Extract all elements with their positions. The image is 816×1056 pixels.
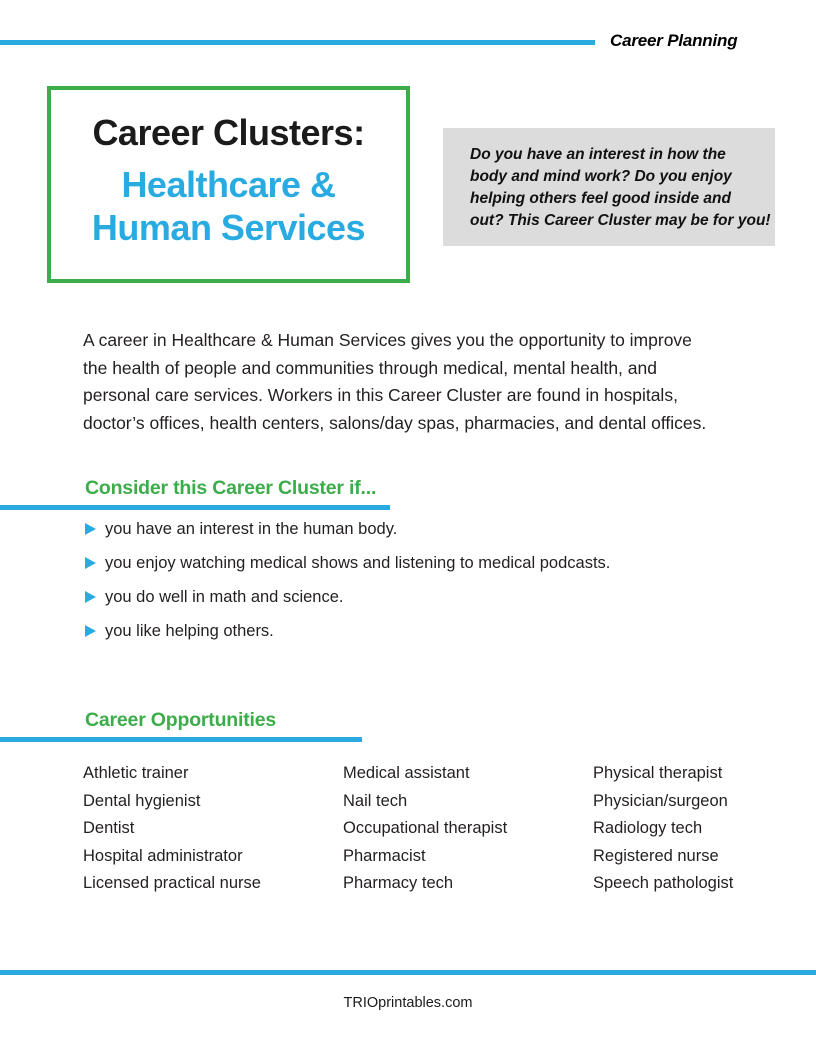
paragraph-line: A career in Healthcare & Human Services gives you the opportunity to improve: [83, 330, 692, 350]
bullet-item: [85, 620, 610, 642]
opportunities-underline: [0, 737, 362, 742]
consider-section-heading: Consider this Career Cluster if...: [85, 477, 377, 499]
career-item: Dental hygienist: [83, 791, 201, 810]
intro-callout-line: Do you have an interest in how the: [470, 146, 726, 163]
header-rule: [0, 40, 595, 45]
bullet-item: [85, 586, 610, 608]
intro-callout-line: out? This Career Cluster may be for you!: [470, 212, 771, 229]
bullet-text: you like helping others.: [105, 621, 274, 640]
consider-underline: [0, 505, 390, 510]
bullet-item: [85, 518, 610, 540]
career-item: Nail tech: [343, 791, 408, 810]
paragraph-line: doctor’s offices, health centers, salons/day spas, pharmacies, and dental offices.: [83, 412, 707, 433]
career-item: Dentist: [83, 819, 135, 837]
intro-callout-line: body and mind work? Do you enjoy: [470, 168, 732, 185]
footer-rule: [0, 970, 816, 975]
intro-paragraph: [83, 327, 706, 437]
bullet-text: you have an interest in the human body.: [105, 519, 398, 538]
career-item: Pharmacy tech: [343, 874, 454, 892]
header-label: Career Planning: [610, 31, 738, 50]
bullet-arrow-icon: [85, 523, 96, 535]
career-item: Pharmacist: [343, 846, 426, 865]
title-line-healthcare: Healthcare &: [121, 164, 336, 205]
footer-site-text: TRIOprintables.com: [343, 995, 473, 1011]
career-item: Occupational therapist: [343, 819, 508, 837]
consider-bullet-list: [85, 518, 610, 654]
bullet-arrow-icon: [85, 625, 96, 637]
career-item: Physical therapist: [593, 764, 723, 782]
opportunities-section-heading: Career Opportunities: [85, 709, 277, 731]
career-column-3: [593, 760, 733, 898]
bullet-text: you enjoy watching medical shows and listening to medical podcasts.: [105, 553, 611, 572]
intro-callout-line: helping others feel good inside and: [470, 190, 731, 207]
career-column-2: [343, 760, 593, 898]
career-item: Registered nurse: [593, 846, 719, 865]
career-columns: [83, 760, 733, 898]
title-box: [47, 86, 410, 283]
career-item: Hospital administrator: [83, 846, 243, 865]
title-line-human-services: Human Services: [91, 207, 366, 248]
career-item: Licensed practical nurse: [83, 874, 261, 892]
career-item: Medical assistant: [343, 764, 470, 782]
career-item: Radiology tech: [593, 819, 703, 837]
career-item: Physician/surgeon: [593, 791, 728, 810]
bullet-arrow-icon: [85, 557, 96, 569]
career-column-1: [83, 760, 343, 898]
bullet-arrow-icon: [85, 591, 96, 603]
paragraph-line: personal care services. Workers in this Career Cluster are found in hospitals,: [83, 385, 678, 405]
intro-callout: [443, 128, 775, 246]
career-item: Speech pathologist: [593, 874, 734, 892]
bullet-item: [85, 552, 610, 574]
career-item: Athletic trainer: [83, 764, 189, 782]
title-line-career-clusters: Career Clusters:: [92, 112, 365, 153]
bullet-text: you do well in math and science.: [105, 587, 344, 606]
paragraph-line: the health of people and communities through medical, mental health, and: [83, 357, 657, 378]
